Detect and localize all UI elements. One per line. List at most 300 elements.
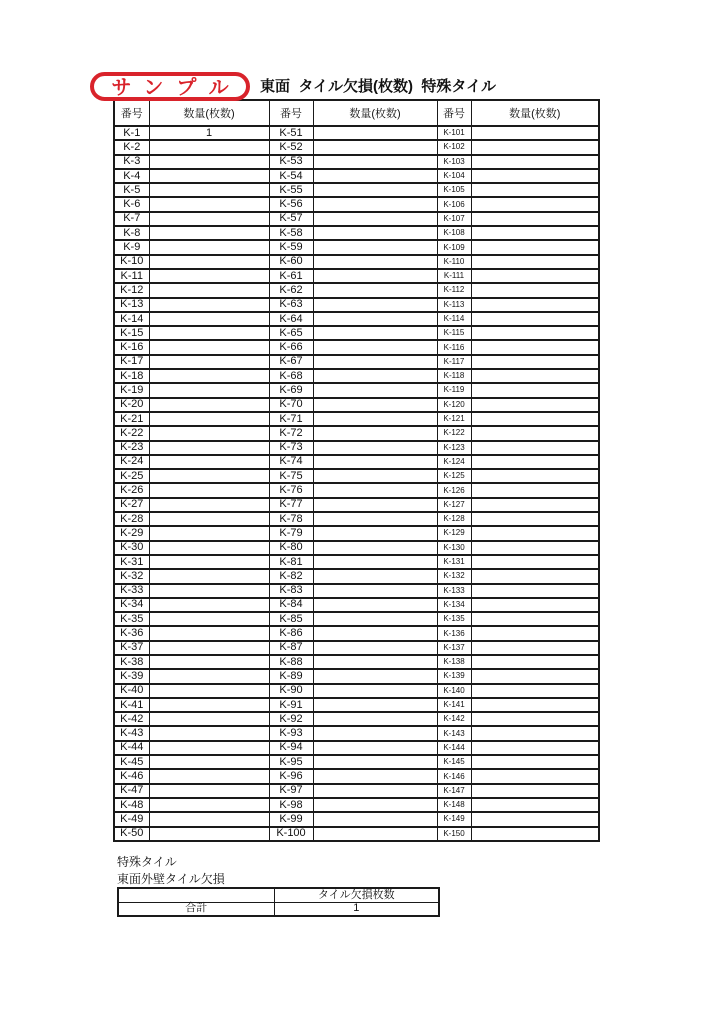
tile-number-cell: K-142 [437,712,471,726]
tile-number-cell: K-149 [437,812,471,826]
tile-number-cell: K-52 [269,140,313,154]
tile-number-cell: K-135 [437,612,471,626]
table-row [114,641,599,655]
quantity-cell [471,412,599,426]
tile-number-cell: K-73 [269,441,313,455]
quantity-cell [471,383,599,397]
tile-number-cell: K-106 [437,197,471,211]
table-row [114,726,599,740]
quantity-cell [149,398,269,412]
quantity-cell [313,598,437,612]
quantity-cell [149,140,269,154]
quantity-cell [471,541,599,555]
tile-number-cell: K-141 [437,698,471,712]
quantity-cell [471,355,599,369]
quantity-cell [313,612,437,626]
tile-number-cell: K-82 [269,569,313,583]
quantity-cell [471,283,599,297]
tile-number-cell: K-36 [114,626,149,640]
table-row [114,369,599,383]
quantity-cell [471,169,599,183]
tile-number-cell: K-48 [114,798,149,812]
quantity-cell [471,140,599,154]
tile-number-cell: K-10 [114,255,149,269]
tile-number-cell: K-91 [269,698,313,712]
quantity-cell [471,226,599,240]
summary-empty-cell [118,888,274,902]
main-table-body [114,126,599,841]
quantity-cell [471,612,599,626]
tile-number-cell: K-2 [114,140,149,154]
quantity-cell [471,698,599,712]
table-row [114,498,599,512]
tile-number-cell: K-117 [437,355,471,369]
tile-number-cell: K-126 [437,483,471,497]
quantity-cell [149,827,269,841]
quantity-cell [313,584,437,598]
tile-number-cell: K-150 [437,827,471,841]
quantity-cell [471,298,599,312]
quantity-cell [149,569,269,583]
quantity-cell [313,684,437,698]
tile-number-cell: K-3 [114,155,149,169]
tile-number-cell: K-1 [114,126,149,140]
quantity-cell [313,197,437,211]
table-row [114,741,599,755]
quantity-cell [313,126,437,140]
table-row [114,169,599,183]
quantity-cell [313,240,437,254]
tile-number-cell: K-18 [114,369,149,383]
quantity-cell [313,312,437,326]
header-row [114,100,599,126]
quantity-cell [471,669,599,683]
tile-number-cell: K-19 [114,383,149,397]
quantity-cell [149,283,269,297]
quantity-cell [471,155,599,169]
tile-number-cell: K-85 [269,612,313,626]
quantity-cell [313,155,437,169]
summary-header-label: タイル欠損枚数 [274,888,439,902]
table-row [114,655,599,669]
tile-number-cell: K-133 [437,584,471,598]
table-row [114,226,599,240]
table-row [114,541,599,555]
tile-number-cell: K-30 [114,541,149,555]
table-row [114,126,599,140]
quantity-cell [471,598,599,612]
tile-number-cell: K-62 [269,283,313,297]
quantity-cell [471,784,599,798]
tile-number-cell: K-61 [269,269,313,283]
table-row [114,712,599,726]
tile-number-cell: K-65 [269,326,313,340]
table-row [114,269,599,283]
quantity-cell [313,340,437,354]
tile-number-cell: K-38 [114,655,149,669]
tile-number-cell: K-145 [437,755,471,769]
table-row [114,798,599,812]
quantity-cell [149,412,269,426]
quantity-cell [149,183,269,197]
table-row [114,512,599,526]
quantity-cell [313,426,437,440]
tile-number-cell: K-24 [114,455,149,469]
tile-number-cell: K-132 [437,569,471,583]
tile-number-cell: K-13 [114,298,149,312]
tile-number-cell: K-63 [269,298,313,312]
quantity-cell [313,455,437,469]
tile-number-cell: K-7 [114,212,149,226]
tile-number-cell: K-148 [437,798,471,812]
tile-number-cell: K-108 [437,226,471,240]
tile-number-cell: K-60 [269,255,313,269]
quantity-cell [313,441,437,455]
table-row [114,441,599,455]
tile-number-cell: K-56 [269,197,313,211]
tile-number-cell: K-54 [269,169,313,183]
tile-number-cell: K-137 [437,641,471,655]
quantity-cell [149,555,269,569]
quantity-cell [149,712,269,726]
quantity-cell [471,655,599,669]
tile-number-cell: K-37 [114,641,149,655]
tile-number-cell: K-21 [114,412,149,426]
tile-number-cell: K-84 [269,598,313,612]
quantity-cell [149,598,269,612]
tile-number-cell: K-29 [114,526,149,540]
tile-number-cell: K-72 [269,426,313,440]
quantity-cell [149,469,269,483]
table-row [114,569,599,583]
quantity-cell [313,369,437,383]
table-row [114,669,599,683]
table-row [114,598,599,612]
tile-number-cell: K-80 [269,541,313,555]
quantity-cell [149,612,269,626]
tile-number-cell: K-8 [114,226,149,240]
tile-number-cell: K-50 [114,827,149,841]
table-row [114,469,599,483]
page-title: 東面 タイル欠損(枚数) 特殊タイル [260,78,497,95]
tile-number-cell: K-104 [437,169,471,183]
quantity-cell [313,212,437,226]
quantity-cell [313,355,437,369]
tile-number-cell: K-71 [269,412,313,426]
tile-number-cell: K-114 [437,312,471,326]
tile-number-cell: K-11 [114,269,149,283]
tile-number-cell: K-25 [114,469,149,483]
quantity-cell [149,812,269,826]
quantity-cell [149,226,269,240]
tile-number-cell: K-136 [437,626,471,640]
tile-number-cell: K-5 [114,183,149,197]
tile-number-cell: K-97 [269,784,313,798]
tile-number-cell: K-68 [269,369,313,383]
tile-number-cell: K-45 [114,755,149,769]
table-row [114,283,599,297]
tile-number-cell: K-87 [269,641,313,655]
quantity-cell [313,398,437,412]
quantity-cell [471,555,599,569]
quantity-cell [149,326,269,340]
quantity-cell [313,140,437,154]
tile-number-cell: K-90 [269,684,313,698]
quantity-cell [471,183,599,197]
quantity-cell [313,741,437,755]
tile-number-cell: K-103 [437,155,471,169]
tile-number-cell: K-44 [114,741,149,755]
tile-number-cell: K-144 [437,741,471,755]
table-row [114,526,599,540]
tile-number-cell: K-81 [269,555,313,569]
quantity-cell [149,726,269,740]
quantity-cell [471,512,599,526]
quantity-cell [149,512,269,526]
tile-number-cell: K-109 [437,240,471,254]
tile-number-cell: K-115 [437,326,471,340]
table-row [114,183,599,197]
summary-total-row [118,902,439,916]
quantity-cell [313,269,437,283]
quantity-cell [149,255,269,269]
quantity-cell [471,326,599,340]
quantity-cell [149,369,269,383]
quantity-cell [471,641,599,655]
tile-number-cell: K-124 [437,455,471,469]
tile-number-cell: K-112 [437,283,471,297]
table-row [114,769,599,783]
tile-number-cell: K-83 [269,584,313,598]
quantity-cell [149,669,269,683]
sample-stamp [90,72,250,101]
quantity-cell [313,812,437,826]
quantity-cell [149,798,269,812]
footer-label-east-wall-defect: 東面外壁タイル欠損 [117,872,225,886]
summary-total-value: 1 [274,902,439,916]
table-row [114,383,599,397]
col-header-qty-2: 数量(枚数) [313,100,437,126]
quantity-cell [149,755,269,769]
summary-table [117,887,440,917]
footer-label-special-tile: 特殊タイル [117,855,177,869]
tile-number-cell: K-23 [114,441,149,455]
quantity-cell [471,498,599,512]
table-row [114,255,599,269]
quantity-cell [313,255,437,269]
table-row [114,197,599,211]
table-row [114,212,599,226]
tile-number-cell: K-41 [114,698,149,712]
quantity-cell [149,769,269,783]
quantity-cell [313,283,437,297]
tile-number-cell: K-100 [269,827,313,841]
table-row [114,240,599,254]
table-row [114,755,599,769]
tile-number-cell: K-12 [114,283,149,297]
quantity-cell [149,441,269,455]
tile-defect-table [113,99,600,842]
quantity-cell [313,512,437,526]
tile-number-cell: K-4 [114,169,149,183]
table-row [114,626,599,640]
quantity-cell [313,726,437,740]
tile-number-cell: K-34 [114,598,149,612]
table-row [114,455,599,469]
tile-number-cell: K-53 [269,155,313,169]
quantity-cell [471,369,599,383]
quantity-cell [471,240,599,254]
quantity-cell [149,584,269,598]
quantity-cell [313,698,437,712]
quantity-cell [313,641,437,655]
quantity-cell [471,483,599,497]
table-row [114,326,599,340]
col-header-number-1: 番号 [114,100,149,126]
quantity-cell [149,641,269,655]
tile-number-cell: K-27 [114,498,149,512]
table-row [114,684,599,698]
table-row [114,612,599,626]
quantity-cell [471,126,599,140]
tile-number-cell: K-92 [269,712,313,726]
tile-number-cell: K-28 [114,512,149,526]
table-row [114,355,599,369]
quantity-cell [471,712,599,726]
quantity-cell [471,755,599,769]
tile-number-cell: K-74 [269,455,313,469]
quantity-cell [471,269,599,283]
quantity-cell [471,197,599,211]
tile-number-cell: K-57 [269,212,313,226]
quantity-cell [471,526,599,540]
tile-number-cell: K-14 [114,312,149,326]
tile-number-cell: K-123 [437,441,471,455]
quantity-cell [471,255,599,269]
tile-number-cell: K-98 [269,798,313,812]
tile-number-cell: K-110 [437,255,471,269]
quantity-cell [149,684,269,698]
tile-number-cell: K-118 [437,369,471,383]
table-row [114,426,599,440]
tile-number-cell: K-31 [114,555,149,569]
quantity-cell [149,483,269,497]
table-row [114,340,599,354]
tile-number-cell: K-33 [114,584,149,598]
quantity-cell [471,626,599,640]
quantity-cell [471,812,599,826]
tile-number-cell: K-130 [437,541,471,555]
quantity-cell [313,483,437,497]
tile-number-cell: K-75 [269,469,313,483]
quantity-cell [313,712,437,726]
table-row [114,555,599,569]
quantity-cell [313,555,437,569]
tile-number-cell: K-78 [269,512,313,526]
tile-number-cell: K-26 [114,483,149,497]
tile-number-cell: K-59 [269,240,313,254]
tile-number-cell: K-107 [437,212,471,226]
quantity-cell [149,298,269,312]
quantity-cell [149,455,269,469]
quantity-cell [149,383,269,397]
col-header-qty-3: 数量(枚数) [471,100,599,126]
quantity-cell [149,426,269,440]
quantity-cell [471,584,599,598]
table-row [114,698,599,712]
quantity-cell [149,655,269,669]
quantity-cell [149,340,269,354]
quantity-cell [149,541,269,555]
tile-number-cell: K-39 [114,669,149,683]
tile-number-cell: K-94 [269,741,313,755]
tile-number-cell: K-96 [269,769,313,783]
tile-number-cell: K-20 [114,398,149,412]
quantity-cell [313,412,437,426]
table-row [114,312,599,326]
tile-number-cell: K-47 [114,784,149,798]
tile-number-cell: K-77 [269,498,313,512]
table-row [114,812,599,826]
tile-number-cell: K-22 [114,426,149,440]
tile-number-cell: K-66 [269,340,313,354]
tile-number-cell: K-43 [114,726,149,740]
quantity-cell [471,312,599,326]
table-row [114,140,599,154]
quantity-cell [313,784,437,798]
tile-number-cell: K-6 [114,197,149,211]
tile-number-cell: K-101 [437,126,471,140]
tile-number-cell: K-9 [114,240,149,254]
table-row [114,298,599,312]
tile-number-cell: K-35 [114,612,149,626]
tile-number-cell: K-129 [437,526,471,540]
quantity-cell [313,769,437,783]
quantity-cell [313,569,437,583]
summary-header-row [118,888,439,902]
quantity-cell [471,827,599,841]
tile-number-cell: K-143 [437,726,471,740]
quantity-cell [471,340,599,354]
quantity-cell [313,755,437,769]
quantity-cell [149,240,269,254]
quantity-cell [149,626,269,640]
quantity-cell [313,526,437,540]
tile-number-cell: K-16 [114,340,149,354]
table-row [114,784,599,798]
tile-number-cell: K-125 [437,469,471,483]
quantity-cell [471,726,599,740]
quantity-cell [149,169,269,183]
tile-number-cell: K-88 [269,655,313,669]
tile-number-cell: K-64 [269,312,313,326]
tile-number-cell: K-15 [114,326,149,340]
quantity-cell [149,784,269,798]
table-row [114,412,599,426]
quantity-cell [471,798,599,812]
tile-number-cell: K-131 [437,555,471,569]
quantity-cell [149,698,269,712]
main-table-header [114,100,599,126]
quantity-cell [471,569,599,583]
quantity-cell [313,169,437,183]
table-row [114,827,599,841]
quantity-cell [149,355,269,369]
quantity-cell [471,212,599,226]
tile-number-cell: K-40 [114,684,149,698]
quantity-cell [313,183,437,197]
col-header-qty-1: 数量(枚数) [149,100,269,126]
